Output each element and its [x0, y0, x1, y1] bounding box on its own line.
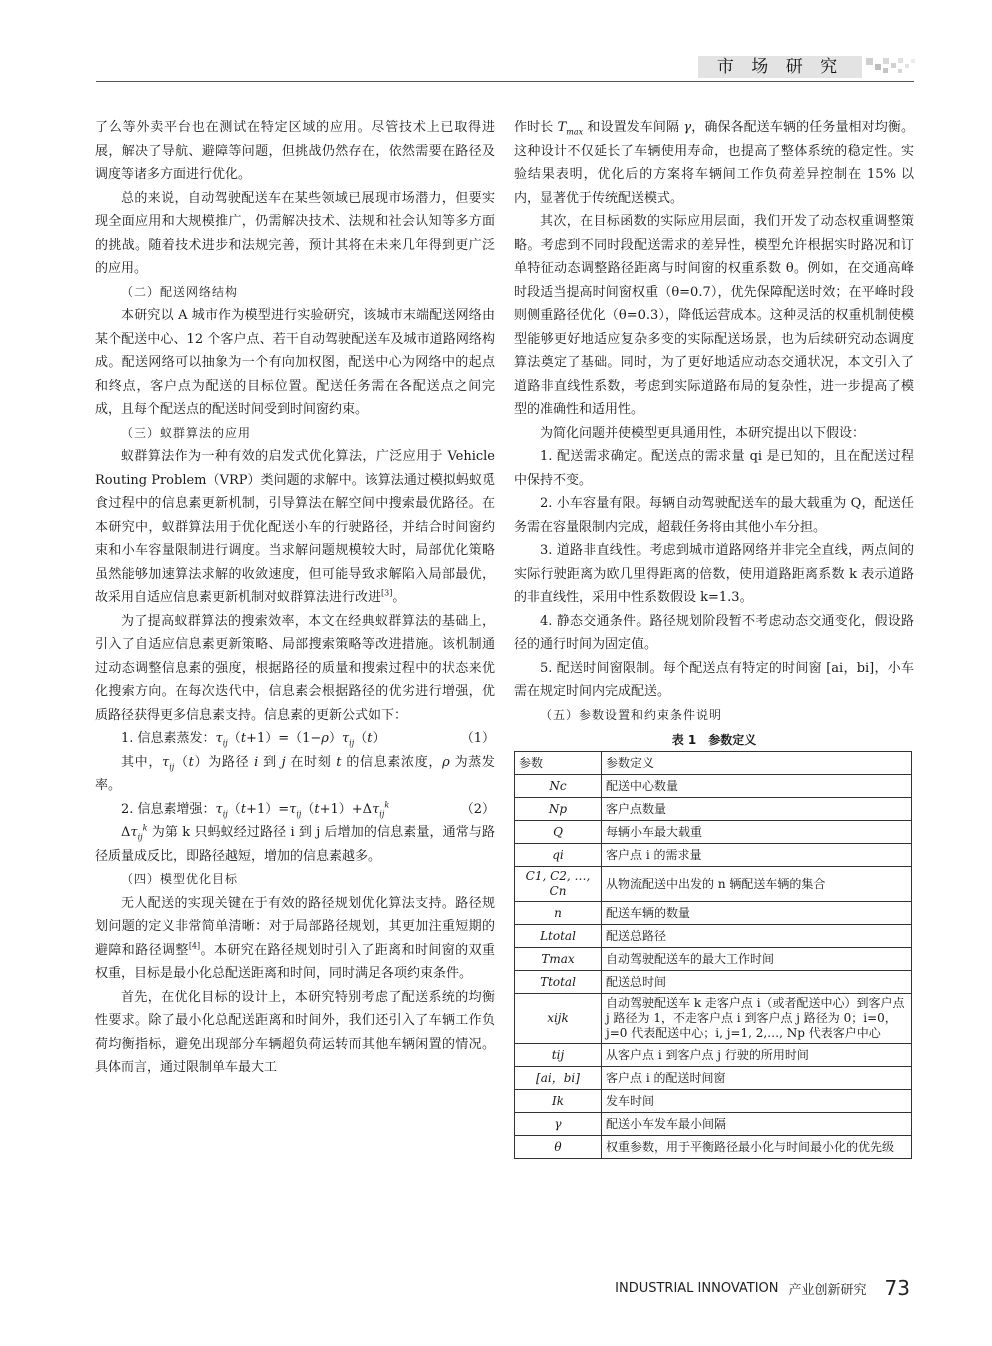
- paragraph-text: 蚁群算法作为一种有效的启发式优化算法，广泛应用于 Vehicle Routing Problem（VRP）类问题的求解中。该算法通过模拟蚂蚁觅食过程中的信息素更新机制，引导算法在解空间中搜索最优路径。在本研究中，蚁群算法用于优化配送小车的行驶路径，并结合时间窗约束和小车容量限制进行调度。当求解问题规模较大时，局部优化策略虽然能够加速算法求解的收敛速度，但可能导致求解陷入局部最优，故采用自适应信息素更新机制对蚁群算法进行改进: [95, 449, 495, 605]
- assumption-item: 5. 配送时间窗限制。每个配送点有特定的时间窗 [ai，bi]，小车需在规定时间内完成配送。: [514, 660, 914, 699]
- formula-evaporation: [95, 727, 495, 751]
- header-rule: [96, 81, 914, 82]
- page-number: 73: [884, 1276, 910, 1300]
- param-symbol: Q: [515, 821, 602, 844]
- paragraph-text: 无人配送的实现关键在于有效的路径规划优化算法支持。路径规划问题的定义非常简单清晰：对于局部路径规划，其更加注重短期的避障和路径调整: [95, 895, 495, 958]
- table-row: [515, 867, 912, 902]
- formula-body: 2. 信息素增强：$\tau_{ij}(t+1)=\tau_{ij}(t+1)+\Delta\tau_{ij}^k$: [121, 800, 390, 819]
- paragraph: 为简化问题并使模型更具通用性，本研究提出以下假设：: [540, 425, 866, 441]
- section-heading: （三）蚁群算法的应用: [121, 425, 252, 440]
- table-row: [515, 1136, 912, 1159]
- formula-label: 1. 信息素蒸发：: [121, 731, 216, 746]
- param-symbol: Ik: [515, 1090, 602, 1113]
- paragraph-text: 为蒸发率。: [95, 754, 495, 793]
- table-row: [515, 1044, 912, 1067]
- paragraph-text: 的信息素浓度，: [346, 754, 443, 770]
- param-definition: 配送车辆的数量: [602, 902, 912, 925]
- formula-label: 2. 信息素增强：: [121, 801, 216, 817]
- param-definition: 客户点 i 的需求量: [602, 844, 912, 867]
- table-row: [515, 948, 912, 971]
- paragraph-text: 作时长: [514, 120, 554, 135]
- paragraph-text: 为第 k 只蚂蚁经过路径 i 到 j 后增加的信息素量，通常与路径质量成反比，即路径越短，增加的信息素越多。: [95, 825, 495, 864]
- paragraph-text: 。: [392, 590, 406, 605]
- param-definition: 配送总路径: [602, 925, 912, 948]
- param-definition: 每辆小车最大载重: [602, 821, 912, 844]
- paragraph-text: 和设置发车间隔: [587, 120, 680, 135]
- assumption-item: 3. 道路非直线性。考虑到城市道路网络并非完全直线，两点间的实际行驶距离为欧几里得距离的倍数，使用道路距离系数 k 表示道路的非直线性，采用中性系数假设 k=1.3。: [514, 543, 914, 605]
- table-row: [515, 1067, 912, 1090]
- assumption-item: 4. 静态交通条件。路径规划阶段暂不考虑动态交通变化，假设路径的通行时间为固定值。: [514, 613, 914, 652]
- formula-enhancement: [95, 798, 495, 822]
- param-symbol: γ: [515, 1113, 602, 1136]
- paragraph: [95, 445, 495, 610]
- param-symbol: Nc: [515, 775, 602, 798]
- param-definition: 权重参数，用于平衡路径最小化与时间最小化的优先级: [602, 1136, 912, 1159]
- paragraph-text: 为路径: [208, 754, 250, 770]
- paragraph: 首先，在优化目标的设计上，本研究特别考虑了配送系统的均衡性要求。除了最小化总配送距离和时间外，我们还引入了车辆工作负荷均衡指标，避免出现部分车辆超负荷运转而其他车辆闲置的情况。具体而言，通过限制单车最大工: [95, 989, 495, 1075]
- paragraph: 本研究以 A 城市作为模型进行实验研究，该城市末端配送网络由某个配送中心、12 个客户点、若干自动驾驶配送车及城市道路网络构成。配送网络可以抽象为一个有向加权图，配送中心为网络中的起点和终点，客户点为配送的目标位置。配送任务需在各配送点之间完成，且每个配送点的配送时间受到时间窗约束。: [95, 308, 495, 417]
- param-symbol: Tmax: [515, 948, 602, 971]
- right-column: [514, 116, 914, 1159]
- param-definition: 配送中心数量: [602, 775, 912, 798]
- paragraph: 了么等外卖平台也在测试在特定区域的应用。尽管技术上已取得进展，解决了导航、避障等问题，但挑战仍然存在，依然需要在路径及调度等诸多方面进行优化。: [95, 120, 495, 182]
- journal-name-en: INDUSTRIAL INNOVATION: [615, 1280, 779, 1296]
- header-decoration: [866, 56, 916, 78]
- param-definition: 从客户点 i 到客户点 j 行驶的所用时间: [602, 1044, 912, 1067]
- param-symbol: Np: [515, 798, 602, 821]
- param-symbol: Ttotal: [515, 971, 602, 994]
- table-row: [515, 775, 912, 798]
- param-symbol: qi: [515, 844, 602, 867]
- table-row: [515, 1113, 912, 1136]
- citation: [3]: [381, 588, 393, 598]
- param-definition: 从物流配送中出发的 n 辆配送车辆的集合: [602, 867, 912, 902]
- paragraph-text: ，确保各配送车辆的任务量相对均衡。这种设计不仅延长了车辆使用寿命，也提高了整体系统的稳定性。实验结果表明，优化后的方案将车辆间工作负荷差异控制在 15% 以内，显著优于传统配送模式。: [514, 120, 914, 206]
- journal-name-cn: 产业创新研究: [788, 1282, 867, 1298]
- param-definition: 客户点数量: [602, 798, 912, 821]
- param-symbol: C1, C2, …, Cn: [515, 867, 602, 902]
- table-row: [515, 971, 912, 994]
- param-symbol: θ: [515, 1136, 602, 1159]
- paragraph: 作时长 $T_{max}$ 和设置发车间隔 γ，确保各配送车辆的任务量相对均衡。这种设计不仅延长了车辆使用寿命，也提高了整体系统的稳定性。实验结果表明，优化后的方案将车辆间工作负荷差异控制在 15% 以内，显著优于传统配送模式。: [514, 120, 914, 206]
- table-row: [515, 821, 912, 844]
- param-definition: 客户点 i 的配送时间窗: [602, 1067, 912, 1090]
- table-body: [515, 775, 912, 1159]
- formula-body: 1. 信息素蒸发：$\tau_{ij}(t+1)=(1-\rho)\tau_{ij}(t)$: [121, 731, 386, 748]
- table-row: [515, 844, 912, 867]
- param-definition: 配送总时间: [602, 971, 912, 994]
- parameter-table: [514, 751, 912, 1159]
- paragraph-text: 。本研究在路径规划时引入了距离和时间窗的双重权重，目标是最小化总配送距离和时间，同时满足各项约束条件。: [95, 942, 495, 981]
- table-title: 表 1 参数定义: [671, 733, 757, 747]
- param-symbol: xijk: [515, 994, 602, 1044]
- assumption-item: 2. 小车容量有限。每辆自动驾驶配送车的最大载重为 Q，配送任务需在容量限制内完成，超载任务将由其他小车分担。: [514, 496, 914, 535]
- paragraph-text: 到: [263, 754, 277, 770]
- paragraph: 总的来说，自动驾驶配送车在某些领域已展现市场潜力，但要实现全面应用和大规模推广，仍需解决技术、法规和社会认知等多方面的挑战。随着技术进步和法规完善，预计其将在未来几年得到更广泛的应用。: [95, 190, 495, 276]
- section-heading: （五）参数设置和约束条件说明: [540, 707, 723, 722]
- param-definition: 自动驾驶配送车的最大工作时间: [602, 948, 912, 971]
- paragraph-text: 在时刻: [290, 754, 332, 770]
- formula-number: （2）: [460, 801, 495, 817]
- section-heading: （二）配送网络结构: [121, 284, 239, 299]
- paragraph: 为了提高蚁群算法的搜索效率，本文在经典蚁群算法的基础上，引入了自适应信息素更新策略、局部搜索策略等改进措施。该机制通过动态调整信息素的强度，根据路径的质量和搜索过程中的状态来优化搜索方向。在每次迭代中，信息素会根据路径的优劣进行增强，优质路径获得更多信息素支持。信息素的更新公式如下：: [95, 613, 495, 723]
- formula-number: （1）: [460, 731, 495, 746]
- table-row: [515, 994, 912, 1044]
- table-header-definition: 参数定义: [602, 752, 912, 775]
- table-row: [515, 902, 912, 925]
- paragraph: 其次，在目标函数的实际应用层面，我们开发了动态权重调整策略。考虑到不同时段配送需求的差异性，模型允许根据实时路况和订单特征动态调整路径距离与时间窗的权重系数 θ。例如，在交通高峰时段适当提高时间窗权重（θ=0.7），优先保障配送时效；在平峰时段则侧重路径优化（θ=0.3），降低运营成本。这种灵活的权重机制使模型能够更好地适应复杂多变的实际配送场景，也为后续研究动态调度算法奠定了基础。同时，为了更好地适应动态交通状况，本文引入了道路非直线性系数，考虑到实际道路布局的复杂性，进一步提高了模型的准确性和适用性。: [514, 214, 914, 417]
- param-definition: 配送小车发车最小间隔: [602, 1113, 912, 1136]
- left-column: [95, 116, 495, 1080]
- param-symbol: Ltotal: [515, 925, 602, 948]
- table-row: [515, 798, 912, 821]
- paragraph: 其中，$\tau_{ij}(t)$为路径 i 到 j 在时刻 t 的信息素浓度，ρ 为蒸发率。: [95, 754, 495, 793]
- paragraph-text: 其中，: [121, 754, 163, 770]
- table-header-param: 参数: [515, 752, 602, 775]
- citation: [4]: [188, 941, 201, 951]
- param-symbol: n: [515, 902, 602, 925]
- param-symbol: [ai，bi]: [515, 1067, 602, 1090]
- assumption-item: 1. 配送需求确定。配送点的需求量 qi 是已知的，且在配送过程中保持不变。: [514, 449, 914, 488]
- page-footer: [590, 1276, 910, 1300]
- paragraph: $\Delta\tau_{ij}^k$ 为第 k 只蚂蚁经过路径 i 到 j 后增加的信息素量，通常与路径质量成反比，即路径越短，增加的信息素越多。: [95, 823, 495, 864]
- table-row: [515, 1090, 912, 1113]
- section-title: 市 场 研 究: [716, 57, 844, 77]
- param-symbol: tij: [515, 1044, 602, 1067]
- section-heading: （四）模型优化目标: [121, 872, 239, 886]
- paragraph: [95, 892, 495, 986]
- param-definition: 自动驾驶配送车 k 走客户点 i（或者配送中心）到客户点 j 路径为 1，不走客户点 i 到客户点 j 路径为 0；i=0，j=0 代表配送中心；i, j=1, 2,…, Np 代表客户中心: [602, 994, 912, 1044]
- table-row: [515, 925, 912, 948]
- param-definition: 发车时间: [602, 1090, 912, 1113]
